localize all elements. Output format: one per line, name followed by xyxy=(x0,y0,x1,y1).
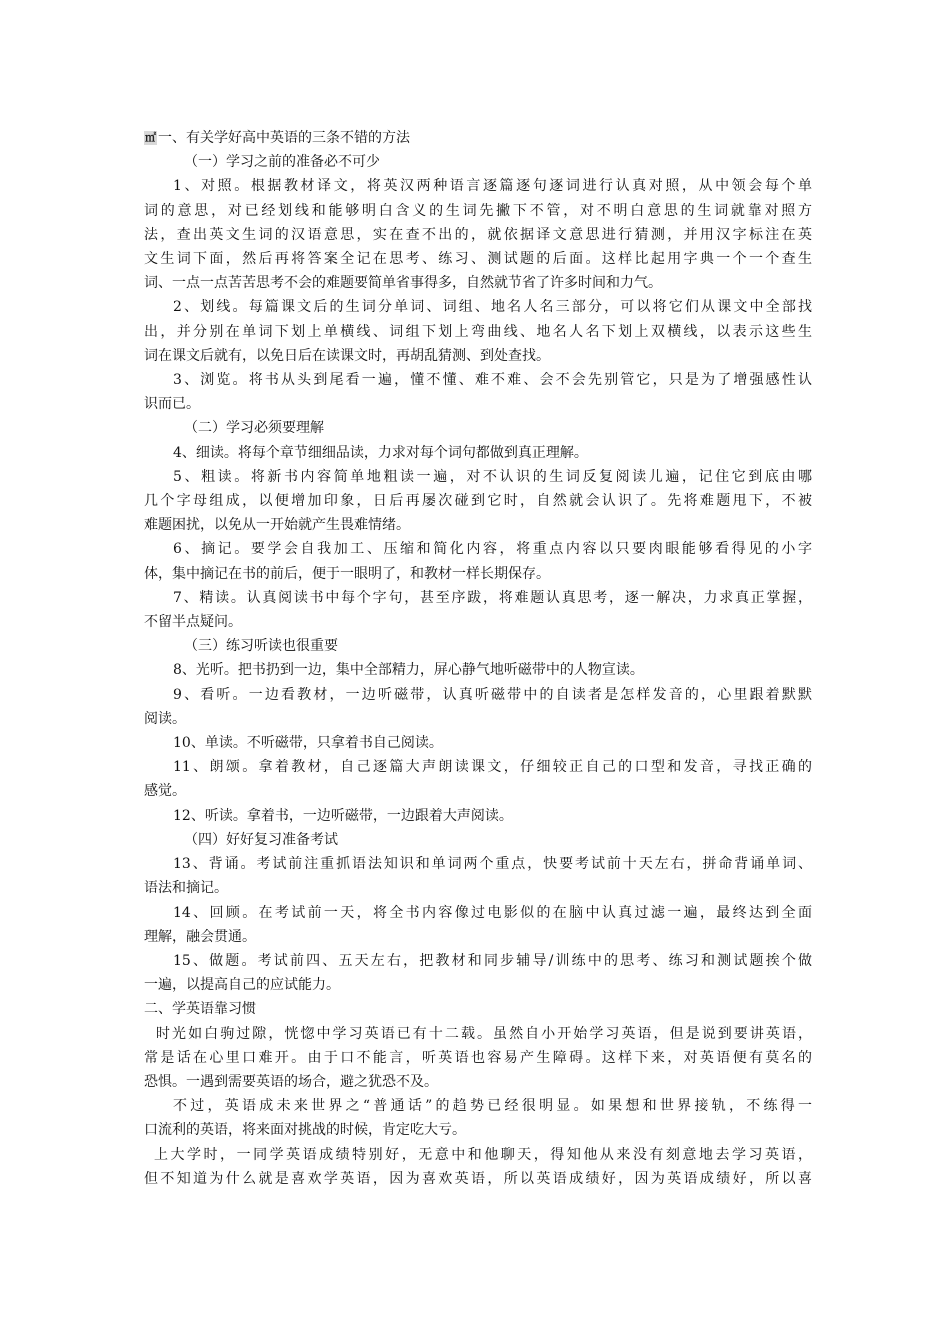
text-line-content: 体，集中摘记在书的前后，便于一眼明了，和教材一样长期保存。 xyxy=(144,565,550,582)
text-line xyxy=(144,997,812,1021)
text-line-content: （三）练习听读也很重要 xyxy=(184,638,338,655)
text-line-content: 11、朗颂。拿着教材，自己逐篇大声朗读课文，仔细较正自己的口型和发音，寻找正确的 xyxy=(173,759,812,776)
text-line xyxy=(144,925,812,949)
text-line xyxy=(144,513,812,537)
text-line xyxy=(144,658,812,682)
text-line xyxy=(144,901,812,925)
text-line xyxy=(144,1070,812,1094)
text-line xyxy=(144,1046,812,1070)
text-line-content: 3、浏览。将书从头到尾看一遍，懂不懂、难不难、会不会先别管它，只是为了增强感性认 xyxy=(173,372,812,389)
text-line-content: 15、做题。考试前四、五天左右，把教材和同步辅导/训练中的思考、练习和测试题挨个做 xyxy=(173,952,812,969)
text-line xyxy=(144,852,812,876)
text-line xyxy=(144,223,812,247)
text-line-content: 不过，英语成未来世界之“普通话”的趋势已经很明显。如果想和世界接轨，不练得一 xyxy=(173,1098,812,1115)
text-line xyxy=(144,586,812,610)
text-line xyxy=(144,344,812,368)
text-line-content: 感觉。 xyxy=(144,783,186,800)
text-line xyxy=(144,392,812,416)
text-line-content: 14、回顾。在考试前一天，将全书内容像过电影似的在脑中认真过滤一遍，最终达到全面 xyxy=(173,904,812,921)
text-line-content: 难题困扰，以免从一开始就产生畏难情绪。 xyxy=(144,517,410,534)
text-line-content: 口流利的英语，将来面对挑战的时候，肯定吃大亏。 xyxy=(144,1122,466,1139)
text-line-content: 语法和摘记。 xyxy=(144,880,228,897)
text-line xyxy=(144,1118,812,1142)
text-line-content: 常是话在心里口难开。由于口不能言，听英语也容易产生障碍。这样下来，对英语便有莫名的 xyxy=(144,1049,812,1066)
text-line-content: 9、看听。一边看教材，一边听磁带，认真听磁带中的自读者是怎样发音的，心里跟着默默 xyxy=(173,686,812,703)
text-line-content: 13、背诵。考试前注重抓语法知识和单词两个重点，快要考试前十天左右，拼命背诵单词、 xyxy=(173,856,812,873)
text-line-content: （四）好好复习准备考试 xyxy=(184,831,338,848)
text-line-content: 一、有关学好高中英语的三条不错的方法 xyxy=(158,130,410,146)
text-line-content: 1、对照。根据教材译文，将英汉两种语言逐篇逐句逐词进行认真对照，从中领会每个单 xyxy=(173,178,812,195)
text-line xyxy=(144,537,812,561)
text-line-content: 词在课文后就有，以免日后在读课文时，再胡乱猜测、到处查找。 xyxy=(144,347,550,364)
text-line xyxy=(144,368,812,392)
text-line xyxy=(144,247,812,271)
text-line xyxy=(144,949,812,973)
text-line xyxy=(144,779,812,803)
text-line-content: 阅读。 xyxy=(144,710,186,727)
text-line-content: 文生词下面，然后再将答案全记在思考、练习、测试题的后面。这样比起用字典一个一个查生 xyxy=(144,251,812,268)
text-line-content: 二、学英语靠习惯 xyxy=(144,1001,256,1018)
text-line-content: 一遍，以提高自己的应试能力。 xyxy=(144,977,340,994)
text-line xyxy=(144,707,812,731)
text-line xyxy=(144,126,812,150)
text-line xyxy=(144,731,812,755)
text-line-content: 几个字母组成，以便增加印象，日后再屡次碰到它时，自然就会认识了。先将难题甩下，不被 xyxy=(144,493,812,510)
text-line xyxy=(144,683,812,707)
text-line xyxy=(144,755,812,779)
text-line-content: 5、粗读。将新书内容简单地粗读一遍，对不认识的生词反复阅读儿遍，记住它到底由哪 xyxy=(173,468,812,485)
text-line-content: 4、细读。将每个章节细细品读，力求对每个词句都做到真正理解。 xyxy=(173,444,588,461)
text-line-content: 理解，融会贯通。 xyxy=(144,928,256,945)
text-line-content: 8、光听。把书扔到一边，集中全部精力，屏心静气地听磁带中的人物宣读。 xyxy=(173,662,644,679)
text-line xyxy=(144,973,812,997)
text-line-content: 词的意思，对已经划线和能够明白含义的生词先撇下不管，对不明白意思的生词就靠对照方 xyxy=(144,202,812,219)
text-line-content: 但不知道为什么就是喜欢学英语，因为喜欢英语，所以英语成绩好，因为英语成绩好，所以喜 xyxy=(144,1170,812,1187)
text-line-content: （一）学习之前的准备必不可少 xyxy=(184,154,380,171)
text-line-content: 恐惧。一遇到需要英语的场合，避之犹恐不及。 xyxy=(144,1073,438,1090)
text-line xyxy=(144,271,812,295)
text-line xyxy=(144,610,812,634)
text-line-content: 法，查出英文生词的汉语意思，实在查不出的，就依据译文意思进行猜测，并用汉字标注在英 xyxy=(144,226,812,243)
text-line xyxy=(144,150,812,174)
text-line-content: 7、精读。认真阅读书中每个字句，甚至序跋，将难题认真思考，逐一解决，力求真正掌握， xyxy=(173,589,812,606)
text-line-content: 10、单读。不听磁带，只拿着书自己阅读。 xyxy=(173,735,443,752)
text-line xyxy=(144,1143,812,1167)
text-line-content: 2、划线。每篇课文后的生词分单词、词组、地名人名三部分，可以将它们从课文中全部找 xyxy=(173,299,812,316)
text-line-content: 12、听读。拿着书，一边听磁带，一边跟着大声阅读。 xyxy=(173,807,513,824)
text-line xyxy=(144,295,812,319)
text-line-content: 词、一点一点苦苦思考不会的难题要简单省事得多，自然就节省了许多时间和力气。 xyxy=(144,275,662,292)
text-line-content: 上大学时，一同学英语成绩特别好，无意中和他聊天，得知他从来没有刻意地去学习英语， xyxy=(154,1146,812,1163)
field-mark-icon: ㎡ xyxy=(145,131,156,144)
text-line xyxy=(144,465,812,489)
text-line-content: 识而已。 xyxy=(144,396,200,413)
text-line xyxy=(144,876,812,900)
text-line xyxy=(144,804,812,828)
text-line xyxy=(144,441,812,465)
text-line xyxy=(144,634,812,658)
text-line-content: （二）学习必须要理解 xyxy=(184,420,324,437)
text-line xyxy=(144,828,812,852)
text-line-content: 6、摘记。要学会自我加工、压缩和简化内容，将重点内容以只要肉眼能够看得见的小字 xyxy=(173,541,812,558)
text-line xyxy=(144,174,812,198)
text-line xyxy=(144,416,812,440)
text-line-content: 出，并分别在单词下划上单横线、词组下划上弯曲线、地名人名下划上双横线，以表示这些生 xyxy=(144,323,812,340)
text-line xyxy=(144,1167,812,1191)
text-line xyxy=(144,1022,812,1046)
text-line xyxy=(144,489,812,513)
text-line xyxy=(144,199,812,223)
document-body xyxy=(144,126,812,1191)
text-line xyxy=(144,1094,812,1118)
text-line-content: 不留半点疑问。 xyxy=(144,614,242,631)
text-line xyxy=(144,562,812,586)
text-line xyxy=(144,320,812,344)
text-line-content: 时光如白驹过隙，恍惚中学习英语已有十二载。虽然自小开始学习英语，但是说到要讲英语， xyxy=(156,1025,812,1042)
